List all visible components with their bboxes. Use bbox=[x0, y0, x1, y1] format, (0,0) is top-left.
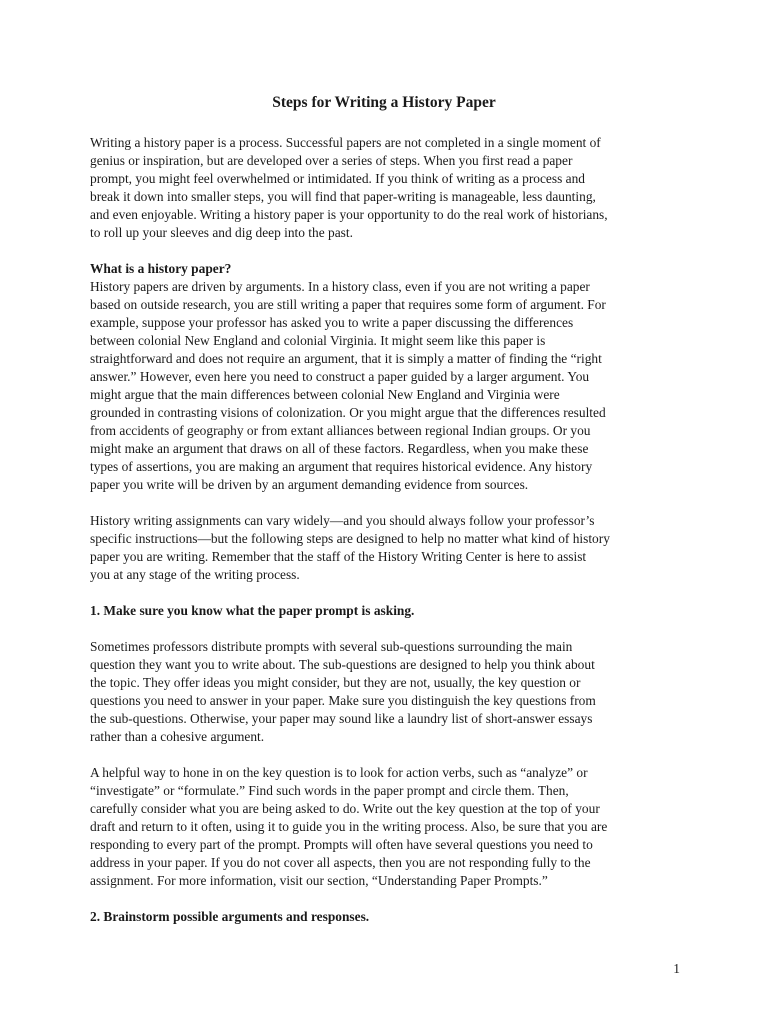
text-line: responding to every part of the prompt. Prompts will often have several questions you need to bbox=[90, 837, 593, 852]
assignments-paragraph bbox=[90, 512, 688, 584]
step-2-heading: 2. Brainstorm possible arguments and responses. bbox=[90, 909, 370, 924]
text-line: question they want you to write about. The sub-questions are designed to help you think about bbox=[90, 657, 595, 672]
text-line: History papers are driven by arguments. In a history class, even if you are not writing a paper bbox=[90, 279, 590, 294]
text-line: A helpful way to hone in on the key question is to look for action verbs, such as “analyze” or bbox=[90, 765, 588, 780]
text-line: to roll up your sleeves and dig deep into the past. bbox=[90, 225, 353, 240]
page-number: 1 bbox=[673, 961, 680, 976]
text-line: assignment. For more information, visit our section, “Understanding Paper Prompts.” bbox=[90, 873, 548, 888]
text-line: questions you need to answer in your paper. Make sure you distinguish the key questions from bbox=[90, 693, 596, 708]
text-line: rather than a cohesive argument. bbox=[90, 729, 265, 744]
step-1-paragraph-1 bbox=[90, 638, 688, 746]
text-line: types of assertions, you are making an argument that requires historical evidence. Any history bbox=[90, 459, 593, 474]
text-line: genius or inspiration, but are developed over a series of steps. When you first read a paper bbox=[90, 153, 573, 168]
text-line: answer.” However, even here you need to construct a paper guided by a larger argument. You bbox=[90, 369, 590, 384]
text-line: Sometimes professors distribute prompts with several sub-questions surrounding the main bbox=[90, 639, 573, 654]
text-line: grounded in contrasting visions of colonization. Or you might argue that the differences resulted bbox=[90, 405, 606, 420]
text-line: specific instructions—but the following steps are designed to help no matter what kind of history bbox=[90, 531, 610, 546]
text-line: based on outside research, you are still writing a paper that requires some form of argument. For bbox=[90, 297, 606, 312]
text-line: example, suppose your professor has asked you to write a paper discussing the differences bbox=[90, 315, 574, 330]
text-line: draft and return to it often, using it to guide you in the writing process. Also, be sure that you are bbox=[90, 819, 608, 834]
text-line: straightforward and does not require an argument, that it is simply a matter of finding the “right bbox=[90, 351, 602, 366]
page-title: Steps for Writing a History Paper bbox=[272, 94, 496, 111]
text-line: might make an argument that draws on all of these factors. Regardless, when you make these bbox=[90, 441, 589, 456]
text-line: History writing assignments can vary widely—and you should always follow your professor’s bbox=[90, 513, 595, 528]
step-1-paragraph-2 bbox=[90, 764, 688, 890]
text-line: the sub-questions. Otherwise, your paper may sound like a laundry list of short-answer essays bbox=[90, 711, 593, 726]
text-line: the topic. They offer ideas you might consider, but they are not, usually, the key question or bbox=[90, 675, 581, 690]
text-line: paper you write will be driven by an argument demanding evidence from sources. bbox=[90, 477, 529, 492]
text-line: and even enjoyable. Writing a history paper is your opportunity to do the real work of historians, bbox=[90, 207, 608, 222]
text-line: paper you are writing. Remember that the staff of the History Writing Center is here to assist bbox=[90, 549, 587, 564]
text-line: prompt, you might feel overwhelmed or intimidated. If you think of writing as a process and bbox=[90, 171, 585, 186]
text-line: between colonial New England and colonial Virginia. It might seem like this paper is bbox=[90, 333, 546, 348]
step-1-heading: 1. Make sure you know what the paper prompt is asking. bbox=[90, 603, 415, 618]
text-line: might argue that the main differences between colonial New England and Virginia were bbox=[90, 387, 560, 402]
document-body bbox=[90, 134, 688, 944]
text-line: from accidents of geography or from extant alliances between regional Indian groups. Or you bbox=[90, 423, 591, 438]
text-line: Writing a history paper is a process. Successful papers are not completed in a single moment of bbox=[90, 135, 601, 150]
intro-paragraph bbox=[90, 134, 688, 242]
text-line: you at any stage of the writing process. bbox=[90, 567, 300, 582]
text-line: break it down into smaller steps, you will find that paper-writing is manageable, less daunting, bbox=[90, 189, 596, 204]
section-heading-what-is-history-paper: What is a history paper? bbox=[90, 261, 232, 276]
text-line: carefully consider what you are being asked to do. Write out the key question at the top of your bbox=[90, 801, 600, 816]
section-paragraph-arguments bbox=[90, 278, 688, 494]
text-line: “investigate” or “formulate.” Find such words in the paper prompt and circle them. Then, bbox=[90, 783, 569, 798]
text-line: address in your paper. If you do not cover all aspects, then you are not responding fully to the bbox=[90, 855, 591, 870]
